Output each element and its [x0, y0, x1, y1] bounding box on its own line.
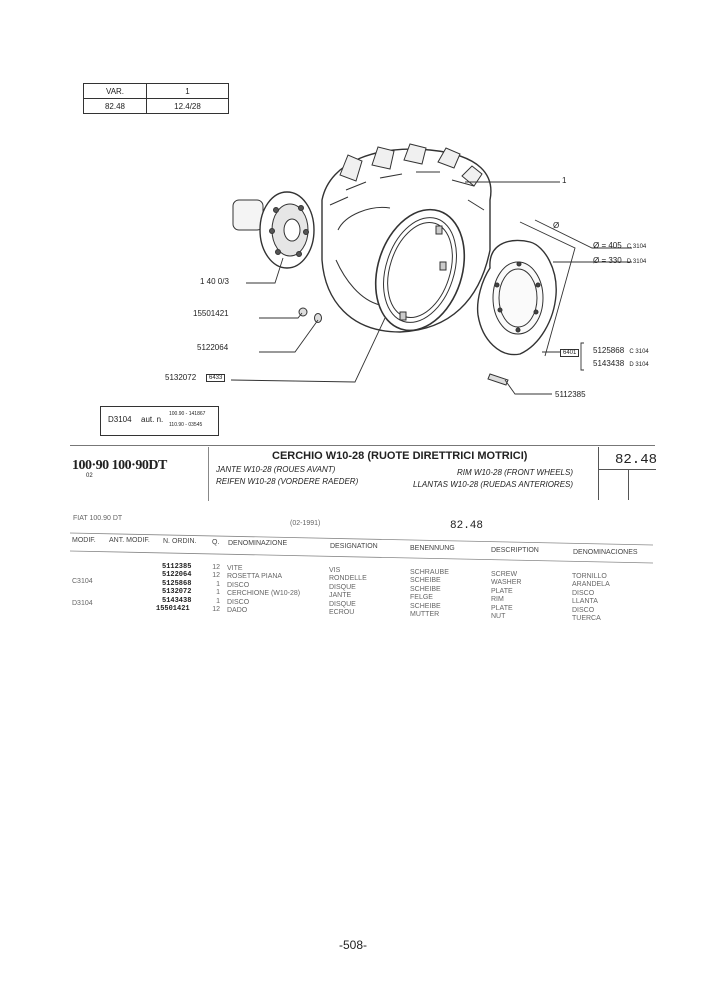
title-de: REIFEN W10-28 (VORDERE RAEDER)	[216, 477, 359, 486]
part-name-it: VITE	[227, 565, 243, 572]
part-name-de: SCHRAUBE	[410, 569, 449, 576]
auth-label: aut. n.	[141, 415, 164, 424]
parts-qty-col	[212, 564, 220, 614]
part-name-fr: ECROU	[329, 609, 355, 617]
title-es: LLANTAS W10-28 (RUEDAS ANTERIORES)	[413, 480, 574, 489]
part-name-en: PLATE	[491, 587, 513, 595]
part-name-it: DISCO	[227, 598, 250, 606]
part-qty: 12	[212, 572, 220, 580]
part-qty: 1	[216, 597, 220, 605]
part-name-de: SCHEIBE	[410, 602, 441, 610]
part-name-es: LLANTA	[572, 598, 598, 606]
var-header-value: 1	[147, 84, 229, 99]
col-n-ordine: N. ORDIN.	[163, 538, 197, 545]
part-name-fr: DISQUE	[329, 583, 356, 591]
part-name-it: ROSETTA PIANA	[227, 573, 283, 581]
ref-box-6401: 6401	[560, 349, 579, 357]
part-number: 5143438	[162, 596, 192, 605]
col-designation: DESIGNATION	[330, 543, 378, 550]
parts-es-col	[572, 573, 610, 623]
part-name-de: SCHEIBE	[410, 585, 441, 593]
auth-line1: 100.90 - 141867	[169, 411, 206, 417]
var-code: 82.48	[84, 99, 147, 114]
part-name-es: ARANDELA	[572, 581, 610, 589]
subheader-date: (02-1991)	[290, 520, 321, 527]
auth-code: D3104	[108, 415, 132, 424]
part-qty: 1	[216, 589, 220, 597]
parts-it-col	[227, 565, 300, 615]
page-number: -508-	[339, 938, 368, 952]
part-name-it: DADO	[227, 607, 248, 615]
title-fr: JANTE W10-28 (ROUES AVANT)	[216, 465, 336, 474]
var-header: VAR.	[84, 84, 147, 99]
part-name-de: FELGE	[410, 594, 433, 602]
parts-modif-col	[72, 576, 93, 609]
part-name-de: MUTTER	[410, 611, 440, 619]
diameter-330-value: Ø = 330	[593, 256, 622, 265]
part-name-it: DISCO	[227, 581, 250, 589]
part-number: 5132072	[162, 588, 192, 597]
part-name-en: WASHER	[491, 579, 522, 587]
part-qty: 12	[212, 606, 220, 614]
col-q: Q.	[212, 539, 220, 546]
part-qty: 12	[212, 564, 220, 571]
ref-box-6433: 6433	[206, 374, 225, 382]
parts-en-col	[491, 571, 521, 621]
diameter-405-value: Ø = 405	[593, 241, 622, 250]
modif-c3104: C3104	[72, 578, 93, 585]
part-name-en: RIM	[491, 596, 504, 604]
callout-5112385: 5112385	[555, 390, 586, 399]
col-denominaciones: DENOMINACIONES	[573, 549, 638, 556]
part-name-fr: DISQUE	[329, 600, 356, 608]
col-description: DESCRIPTION	[491, 547, 539, 554]
part-name-fr: JANTE	[329, 592, 352, 600]
part-name-en: NUT	[491, 613, 506, 621]
col-denominazione: DENOMINAZIONE	[228, 540, 288, 547]
part-5125868: 5125868	[593, 346, 625, 355]
part-5143438-code: D 3104	[629, 362, 649, 368]
page-title: CERCHIO W10-28 (RUOTE DIRETTRICI MOTRICI)	[272, 450, 528, 462]
callout-hub: 1 40 0/3	[200, 277, 229, 286]
callout-15501421: 15501421	[193, 309, 229, 318]
diameter-330-code: D 3104	[626, 259, 647, 265]
part-number: 15501421	[156, 605, 190, 614]
parts-fr-col	[329, 567, 367, 617]
callout-rim-ref: 1	[562, 176, 567, 185]
parts-de-col	[410, 569, 449, 619]
part-number: 5125868	[162, 579, 192, 588]
callout-5122064: 5122064	[197, 343, 229, 352]
part-5143438: 5143438	[593, 359, 625, 368]
part-name-es: DISCO	[572, 589, 595, 597]
col-modif: MODIF.	[72, 537, 96, 544]
part-name-es: DISCO	[572, 606, 595, 614]
page-code: 82.48	[615, 452, 658, 468]
auth-line2: 110.90 - 03545	[169, 422, 203, 428]
part-name-es: TORNILLO	[572, 573, 607, 580]
model-names: 100·90 100·90DT	[72, 458, 167, 473]
modif-d3104: D3104	[72, 600, 93, 607]
part-name-en: SCREW	[491, 571, 518, 578]
title-en: RIM W10-28 (FRONT WHEELS)	[457, 468, 574, 477]
callout-5132072: 5132072	[165, 373, 197, 382]
diameter-405-code: C 3104	[626, 244, 647, 250]
part-5125868-code: C 3104	[629, 349, 649, 355]
var-size: 12.4/28	[147, 99, 229, 114]
parts-number-col	[156, 563, 192, 614]
callout-diameter: Ø	[553, 221, 560, 230]
col-ant-modif: ANT. MODIF.	[109, 537, 150, 544]
part-name-de: SCHEIBE	[410, 577, 441, 585]
part-qty: 1	[216, 580, 220, 588]
col-benennung: BENENNUNG	[410, 545, 455, 552]
part-name-fr: RONDELLE	[329, 575, 367, 583]
part-name-es: TUERCA	[572, 615, 601, 623]
model-subcode: 02	[86, 473, 93, 479]
part-number: 5112385	[162, 563, 192, 571]
subheader-page-code: 82.48	[450, 520, 484, 532]
part-name-en: PLATE	[491, 604, 513, 612]
subheader-model: FIAT 100.90 DT	[73, 515, 123, 522]
part-name-it: CERCHIONE (W10-28)	[227, 590, 301, 598]
part-number: 5122064	[162, 571, 192, 580]
part-name-fr: VIS	[329, 567, 341, 574]
